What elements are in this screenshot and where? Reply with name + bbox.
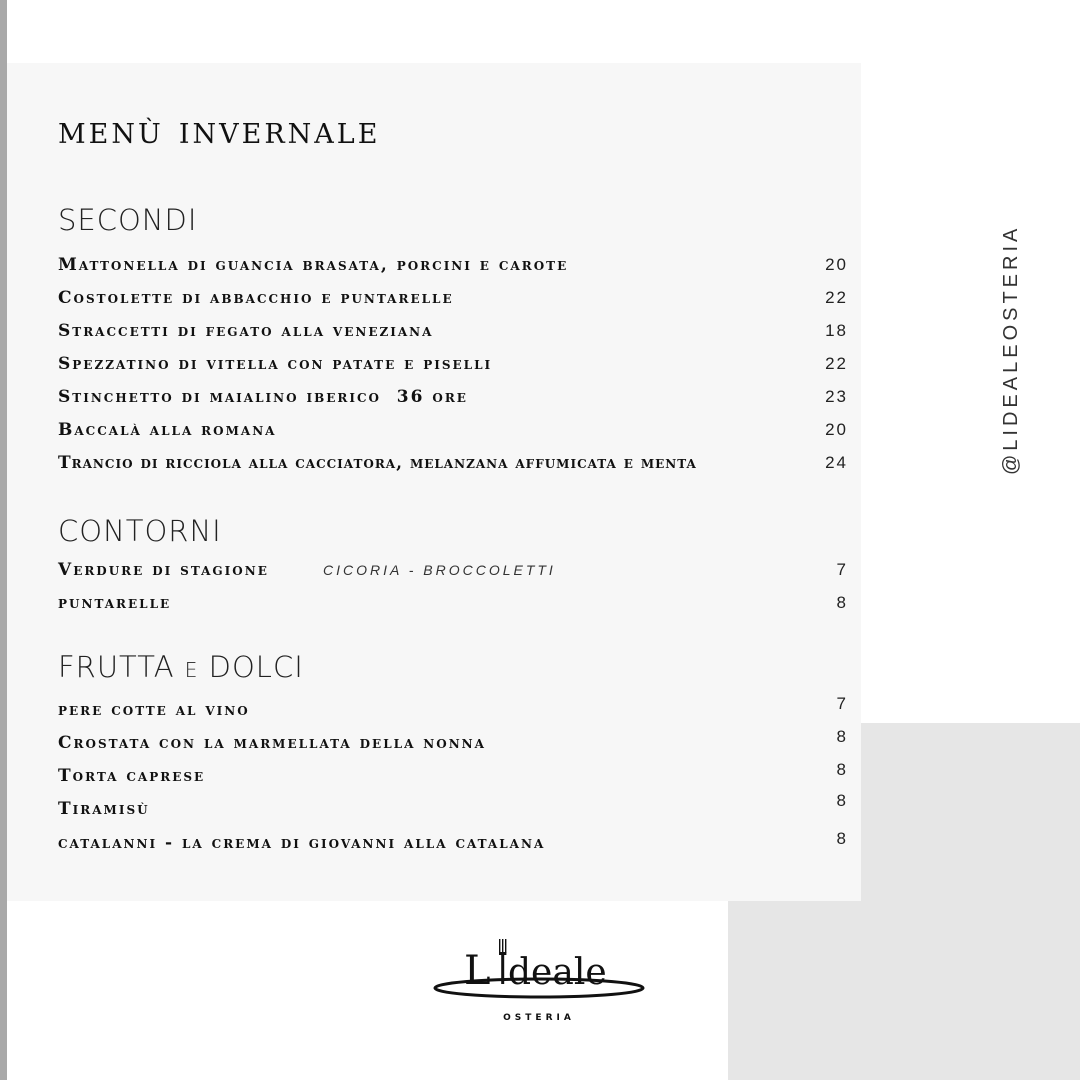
fork-icon bbox=[499, 939, 506, 984]
section-heading-contorni: CONTORNI bbox=[58, 514, 222, 548]
menu-item bbox=[58, 791, 848, 825]
dish-name: Verdure di stagione bbox=[58, 560, 269, 580]
instagram-handle: @LIDEALEOSTERIA bbox=[1000, 224, 1022, 475]
menu-item bbox=[58, 760, 848, 792]
dish-price: 20 bbox=[825, 420, 848, 439]
dish-name: Stinchetto di maialino iberico 36 ore bbox=[58, 387, 468, 407]
section-heading-frutta-dolci bbox=[58, 650, 304, 684]
dish-price: 7 bbox=[836, 694, 848, 713]
heading-conjunction: e bbox=[184, 650, 199, 684]
dish-price: 8 bbox=[836, 593, 848, 612]
dish-name: Spezzatino di vitella con patate e piselli bbox=[58, 354, 493, 374]
dish-price: 8 bbox=[836, 791, 848, 810]
dish-name: Baccalà alla romana bbox=[58, 420, 277, 440]
dish-note: CICORIA - BROCCOLETTI bbox=[323, 562, 556, 578]
menu-item bbox=[58, 321, 848, 347]
dish-name: Torta caprese bbox=[58, 766, 206, 786]
dish-name: Crostata con la marmellata della nonna bbox=[58, 733, 486, 753]
menu-item bbox=[58, 255, 848, 281]
dish-price: 8 bbox=[836, 727, 848, 746]
dish-name: Costolette di abbacchio e puntarelle bbox=[58, 288, 454, 308]
dish-price: 24 bbox=[825, 453, 848, 472]
dish-name: pere cotte al vino bbox=[58, 700, 250, 720]
logo-letter-l: L bbox=[464, 948, 491, 994]
dish-price: 7 bbox=[836, 560, 848, 579]
dish-name: catalanni - la crema di giovanni alla catalana bbox=[58, 833, 546, 853]
menu-item bbox=[58, 288, 848, 314]
menu-item bbox=[58, 387, 848, 413]
dish-price: 22 bbox=[825, 354, 848, 373]
dish-price: 22 bbox=[825, 288, 848, 307]
dish-price: 8 bbox=[836, 829, 848, 848]
menu-item bbox=[58, 453, 848, 479]
menu-item bbox=[58, 727, 848, 759]
menu-item bbox=[58, 829, 848, 859]
menu-item bbox=[58, 593, 848, 619]
section-heading-secondi: SECONDI bbox=[58, 203, 198, 237]
dish-price: 18 bbox=[825, 321, 848, 340]
menu-item bbox=[58, 420, 848, 446]
dish-name: Tiramisù bbox=[58, 799, 150, 819]
heading-part: DOLCI bbox=[208, 650, 304, 684]
menu-item bbox=[58, 354, 848, 380]
menu-item bbox=[58, 694, 848, 726]
heading-part: FRUTTA bbox=[58, 650, 175, 684]
logo-subtitle: OSTERIA bbox=[503, 1013, 575, 1023]
dish-name: Mattonella di guancia brasata, porcini e carote bbox=[58, 255, 569, 275]
dish-name: puntarelle bbox=[58, 593, 172, 613]
logo-wordmark: deale bbox=[508, 952, 607, 993]
dish-name: Straccetti di fegato alla veneziana bbox=[58, 321, 434, 341]
menu-title: menù invernale bbox=[58, 108, 381, 152]
menu-item bbox=[58, 560, 848, 586]
dish-price: 20 bbox=[825, 255, 848, 274]
dish-price: 23 bbox=[825, 387, 848, 406]
left-edge-bar bbox=[0, 0, 7, 1080]
dish-price: 8 bbox=[836, 760, 848, 779]
lideale-logo bbox=[432, 933, 646, 1027]
dish-name: Trancio di ricciola alla cacciatora, melanzana affumicata e menta bbox=[58, 453, 697, 473]
